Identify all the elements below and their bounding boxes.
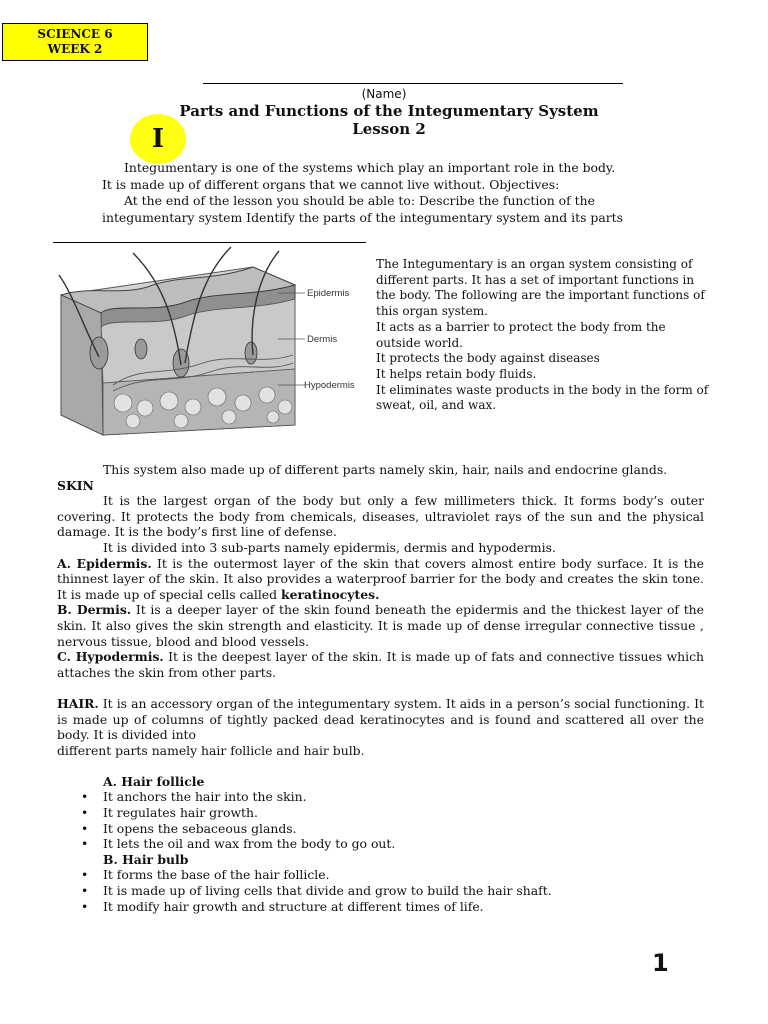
skin-heading: SKIN <box>57 477 94 493</box>
functions-column <box>376 257 711 414</box>
skin-layers-diagram <box>53 245 366 440</box>
function-1: It acts as a barrier to protect the body from the outside world. <box>376 319 666 350</box>
page-title <box>0 102 768 138</box>
list-item: • It regulates hair growth. <box>57 805 704 821</box>
hair-bulb-list <box>57 867 704 914</box>
hair-follicle-heading: A. Hair follicle <box>103 773 205 789</box>
list-item: • It is made up of living cells that divide and grow to build the hair shaft. <box>57 883 704 899</box>
skin-paragraph: It is the largest organ of the body but only a few millimeters thick. It forms body’s outer covering. It protects the body from chemicals, diseases, ultraviolet rays of the sun and the physical damage. It is the body’s first line of defense. <box>57 493 704 540</box>
hair-bulb-heading: B. Hair bulb <box>103 851 189 867</box>
hypodermis-paragraph <box>57 649 704 680</box>
keratinocytes-term: keratinocytes. <box>281 586 380 602</box>
page-number: 1 <box>652 949 669 977</box>
name-line <box>203 83 623 84</box>
badge-subject: SCIENCE 6 <box>37 27 113 41</box>
hypodermis-text: It is the deepest layer of the skin. It is made up of fats and connective tissues which attaches the skin from other parts. <box>57 649 704 680</box>
main-body <box>57 462 704 914</box>
name-label: (Name) <box>361 87 407 101</box>
intro-paragraph-1: Integumentary is one of the systems which play an important role in the body. <box>124 160 616 175</box>
dermis-text: It is a deeper layer of the skin found beneath the epidermis and the thickest layer of the skin. It also gives the skin strength and elasticity. It is made up of dense irregular connective tissue , nervous tissue, blood and blood vessels. <box>57 602 704 649</box>
badge-week: WEEK 2 <box>47 42 103 56</box>
functions-intro: The Integumentary is an organ system consisting of different parts. It has a set of important functions in the body. The following are the important functions of this organ system. <box>376 257 705 319</box>
intro-paragraph-2: It is made up of different organs that we cannot live without. Objectives: <box>102 177 560 192</box>
label-hypodermis: Hypodermis <box>304 380 355 391</box>
hair-parts: different parts namely hair follicle and hair bulb. <box>57 742 365 758</box>
epidermis-text: It is the outermost layer of the skin that covers almost entire body surface. It is the thinnest layer of the skin. It also provides a waterproof barrier for the body and creates the skin tone. It is made up of special cells called <box>57 555 704 602</box>
section-letter-circle: I <box>130 114 186 164</box>
function-4: It eliminates waste products in the body in the form of sweat, oil, and wax. <box>376 382 709 413</box>
function-2: It protects the body against diseases <box>376 351 600 366</box>
list-item: • It anchors the hair into the skin. <box>57 789 704 805</box>
list-item: • It lets the oil and wax from the body to go out. <box>57 836 704 852</box>
objectives-paragraph: At the end of the lesson you should be able to: Describe the function of the integumentary system Identify the parts of the integumentary system and its parts <box>102 193 623 225</box>
epidermis-paragraph <box>57 556 704 603</box>
hair-text: It is an accessory organ of the integumentary system. It aids in a person’s social functioning. It is made up of columns of tightly packed dead keratinocytes and is found and scattered all over the body. It is divided into <box>57 695 704 743</box>
function-3: It helps retain body fluids. <box>376 366 537 381</box>
dermis-paragraph <box>57 602 704 649</box>
label-epidermis: Epidermis <box>307 288 350 299</box>
list-item: • It opens the sebaceous glands. <box>57 821 704 837</box>
system-intro: This system also made up of different parts namely skin, hair, nails and endocrine glands. <box>103 462 668 477</box>
list-item: • It modify hair growth and structure at different times of life. <box>57 899 704 915</box>
hypodermis-heading: C. Hypodermis. <box>57 649 164 665</box>
list-item: • It forms the base of the hair follicle. <box>57 867 704 883</box>
dermis-heading: B. Dermis. <box>57 602 132 618</box>
label-dermis: Dermis <box>307 334 338 345</box>
title-line1: Parts and Functions of the Integumentary System <box>179 102 599 120</box>
epidermis-heading: A. Epidermis. <box>57 555 152 571</box>
skin-subparts: It is divided into 3 sub-parts namely epidermis, dermis and hypodermis. <box>103 539 556 555</box>
hair-follicle-list <box>57 789 704 851</box>
hair-heading: HAIR. <box>57 695 99 711</box>
grade-week-badge <box>2 23 148 61</box>
figure-rule <box>53 242 366 243</box>
title-line2: Lesson 2 <box>352 120 426 138</box>
hair-paragraph <box>57 696 704 743</box>
